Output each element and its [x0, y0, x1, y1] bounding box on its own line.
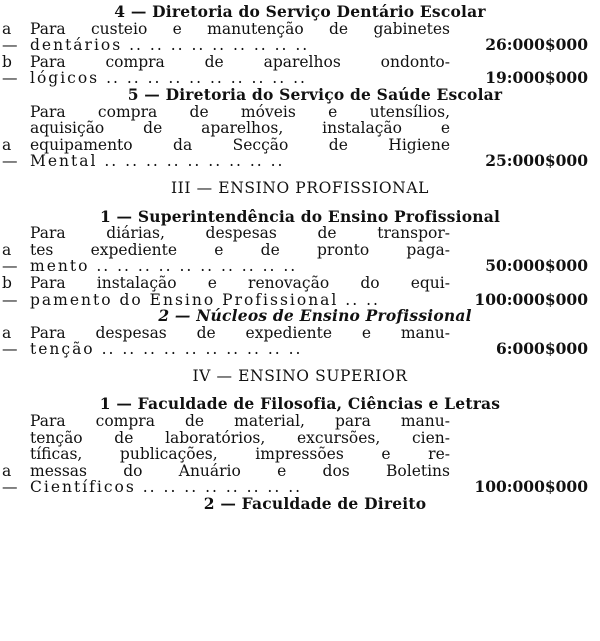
item-line: lógicos .. .. .. .. .. .. .. .. .. .. — [30, 69, 307, 88]
item-line: Para compra de material, para manu- — [30, 412, 450, 431]
item-line: aquisição de aparelhos, instalação e — [30, 119, 450, 138]
item-line: equipamento da Secção de Higiene — [30, 135, 450, 154]
item-amount: 19:000$000 — [485, 68, 588, 88]
item-amount: 100:000$000 — [474, 289, 588, 309]
item-line: mento .. .. .. .. .. .. .. .. .. .. — [30, 257, 298, 276]
item-description — [30, 21, 450, 54]
item-line: messas do Anuário e dos Boletins — [30, 461, 450, 480]
item-amount: 6:000$000 — [495, 339, 588, 359]
item-line: tenção de laboratórios, excursões, cien- — [30, 428, 450, 447]
item-letter: a — — [2, 323, 18, 359]
item-description — [30, 104, 450, 170]
item-line: pamento do Ensino Profissional .. .. — [30, 290, 380, 309]
section-title-ensino-superior: IV — ENSINO SUPERIOR — [192, 366, 408, 385]
item-line: Científicos .. .. .. .. .. .. .. .. — [30, 478, 303, 497]
heading-faculdade-direito: 2 — Faculdade de Direito — [203, 494, 427, 514]
heading-saude-escolar: 5 — Diretoria do Serviço de Saúde Escolar — [127, 84, 503, 104]
item-letter: b — — [2, 52, 18, 88]
item-amount: 25:000$000 — [485, 151, 588, 171]
item-description — [30, 325, 450, 358]
item-amount: 26:000$000 — [485, 35, 588, 55]
item-letter: a — — [2, 135, 18, 171]
heading-nucleos: 2 — Núcleos de Ensino Profissional — [158, 306, 472, 326]
item-line: dentários .. .. .. .. .. .. .. .. .. — [30, 36, 310, 55]
section-title-ensino-profissional: III — ENSINO PROFISSIONAL — [170, 178, 430, 197]
item-s2p-a — [0, 325, 600, 358]
item-line: Para compra de aparelhos ondonto- — [30, 52, 450, 71]
item-line: tenção .. .. .. .. .. .. .. .. .. .. — [30, 340, 303, 359]
item-amount: 50:000$000 — [485, 256, 588, 276]
item-amount: 100:000$000 — [474, 477, 588, 497]
item-letter: a — — [2, 461, 18, 497]
heading-faculdade-filosofia: 1 — Faculdade de Filosofia, Ciências e Letras — [99, 394, 501, 414]
item-line: Para diárias, despesas de transpor- — [30, 224, 450, 243]
item-letter: b — — [2, 273, 18, 309]
item-line: Para despesas de expediente e manu- — [30, 323, 450, 342]
item-s4-b — [0, 54, 600, 87]
item-line: Para instalação e renovação do equi- — [30, 273, 450, 292]
item-line: Para custeio e manutenção de gabinetes — [30, 19, 450, 38]
item-description — [30, 54, 450, 87]
item-s5-a — [0, 104, 600, 170]
item-letter: a — — [2, 240, 18, 276]
item-letter: a — — [2, 19, 18, 55]
item-s1p-b — [0, 275, 600, 308]
item-line: tes expediente e de pronto paga- — [30, 240, 450, 259]
item-line: tíficas, publicações, impressões e re- — [30, 445, 450, 464]
item-line: Para compra de móveis e utensílios, — [30, 102, 450, 121]
item-line: Mental .. .. .. .. .. .. .. .. .. — [30, 152, 285, 171]
item-s1p-a — [0, 225, 600, 275]
item-description — [30, 275, 450, 308]
heading-superintendencia: 1 — Superintendência do Ensino Profissional — [99, 206, 501, 226]
heading-servico-dentario: 4 — Diretoria do Serviço Dentário Escolar — [114, 2, 486, 21]
item-s1s-a — [0, 413, 600, 496]
item-description — [30, 225, 450, 275]
item-description — [30, 413, 450, 496]
item-s4-a — [0, 21, 600, 54]
